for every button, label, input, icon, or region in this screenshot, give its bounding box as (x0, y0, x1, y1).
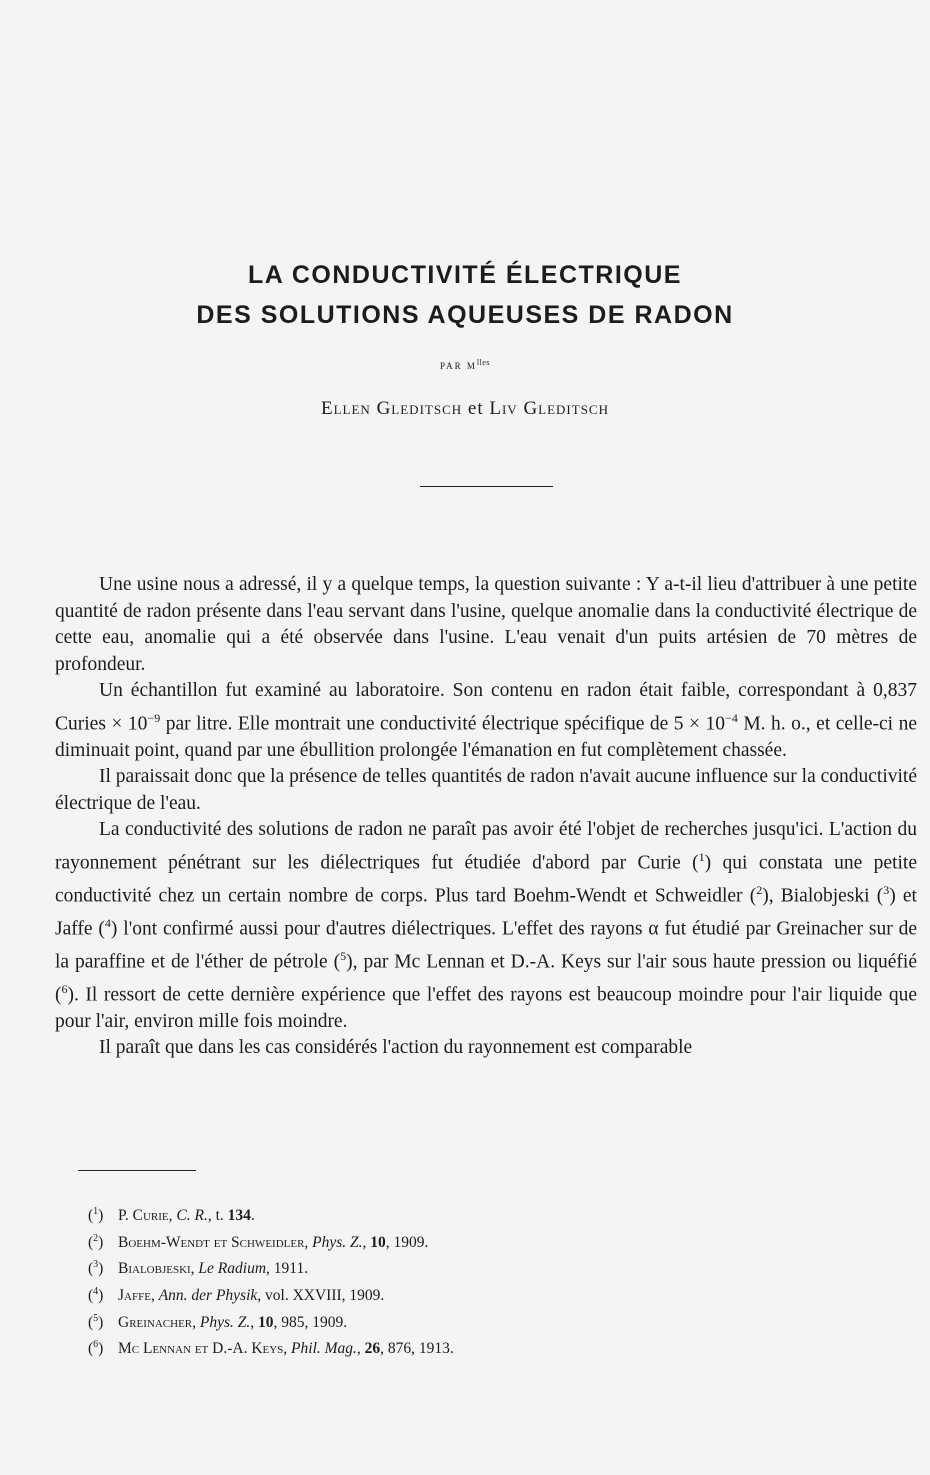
title-line-2: DES SOLUTIONS AQUEUSES DE RADON (196, 301, 734, 329)
byline-sup: lles (476, 358, 491, 367)
paragraph-5: Il paraît que dans les cas considérés l'action du rayonnement est comparable (99, 1037, 693, 1058)
author-1-first: Ellen (321, 398, 371, 419)
footnote-1: ($^1$) P. Curie, C. R., t. 134. (88, 1206, 255, 1225)
footnote-5: ($^5$) Greinacher, Phys. Z., 10, 985, 1909. (88, 1312, 348, 1331)
footnote-sep: , (168, 1207, 177, 1225)
footnote-end: . (250, 1207, 255, 1225)
footnote-3: ($^3$) Bialobjeski, Le Radium, 1911. (88, 1259, 309, 1278)
p2-text-b: par litre. Elle montrait une conductivité électrique spécifique de 5 × 10 (160, 713, 726, 734)
footnote-4: ($^4$) Jaffe, Ann. der Physik, vol. XXVIII, 1909. (88, 1285, 385, 1305)
footnote-mark: 2 (93, 1232, 99, 1244)
p4-text-a: La conductivité des solutions de radon ne paraît pas avoir été l'objet de recherches jusqu'ici. L'action du rayonnement pénétrant sur les diélectriques fut étudiée d'abord par Curie ( (55, 819, 917, 873)
footnote-mark: 1 (93, 1206, 99, 1217)
paragraph-2 (55, 678, 917, 764)
footnote-mark: 4 (93, 1285, 99, 1297)
footnote-mark: 5 (93, 1312, 99, 1324)
footnote-ref-5: 5 (340, 948, 347, 963)
p4-text-f: ), par Mc Lennan et D.-A. Keys sur l'air sous haute pression ou liquéfié ( (55, 951, 917, 1005)
footnote-rest: , (362, 1233, 371, 1251)
footnote-rest: , t. (207, 1207, 228, 1225)
footnote-volume: 134 (227, 1207, 251, 1225)
p2-exponent-2: −4 (725, 710, 738, 725)
footnote-ref-6: 6 (61, 981, 68, 996)
footnote-2: ($^2$) Boehm-Wendt et Schweidler, Phys. Z., 10, 1909. (88, 1232, 429, 1251)
p2-exponent-1: −9 (147, 710, 161, 725)
footnote-volume: 26 (364, 1340, 381, 1358)
p2-text-a: Un échantillon fut examiné au laboratoire. Son contenu en radon était faible, correspondant à 0,837 Curies × 10 (55, 680, 917, 734)
footnote-journal: Phys. Z. (312, 1233, 363, 1251)
paragraph-3: Il paraissait donc que la présence de telles quantités de radon n'avait aucune influence sur la conductivité électrique de l'eau. (55, 766, 917, 814)
paragraph-4 (55, 817, 917, 1035)
footnote-author: P. Curie (118, 1207, 169, 1225)
footnote-journal: C. R. (176, 1207, 208, 1225)
p4-text-d: ) et Jaffe ( (55, 885, 917, 939)
footnote-divider (78, 1170, 196, 1171)
author-2-last: Gleditsch (523, 398, 609, 419)
footnote-ref-3: 3 (883, 882, 890, 897)
author-1-last: Gleditsch (376, 398, 463, 419)
footnote-author: Greinacher (118, 1313, 193, 1331)
footnote-ref-2: 2 (756, 882, 763, 897)
footnote-end: , 876, 1913. (380, 1340, 454, 1358)
footnote-rest: , (250, 1313, 259, 1331)
footnote-mark: 3 (93, 1259, 99, 1271)
footnote-journal: Phys. Z. (199, 1313, 251, 1331)
authors-and: et (467, 398, 484, 419)
footnote-author: Jaffe (118, 1287, 151, 1305)
footnote-rest: , 1911. (266, 1260, 309, 1278)
footnote-journal: Phil. Mag. (291, 1340, 357, 1358)
footnote-author: Boehm-Wendt et Schweidler (118, 1233, 305, 1251)
p2-text-c: M. h. o., et celle-ci ne diminuait point, quand par une ébullition prolongée l'émanation en fut complètement chassée. (55, 713, 918, 761)
footnote-ref-4: 4 (104, 915, 111, 930)
footnote-6: ($^6$) Mc Lennan et D.-A. Keys, Phil. Mag., 26, 876, 1913. (88, 1339, 454, 1358)
p4-text-b: ) qui constata une petite conductivité chez un certain nombre de corps. Plus tard Boehm-Wendt et Schweidler ( (55, 852, 917, 906)
footnote-sep: , (190, 1260, 199, 1278)
footnote-end: , 1909. (385, 1233, 429, 1251)
byline (0, 358, 930, 371)
footnote-sep: , (192, 1313, 200, 1331)
footnote-end: , 985, 1909. (273, 1313, 348, 1331)
p4-text-e: ) l'ont confirmé aussi pour d'autres diélectriques. L'effet des rayons α fut étudié par Greinacher sur de la paraffine et de l'éther de pétrole ( (55, 918, 917, 972)
author-2-first: Liv (489, 398, 518, 419)
footnote-journal: Le Radium (198, 1260, 267, 1278)
authors (0, 398, 930, 420)
p4-text-g: ). Il ressort de cette dernière expérience que l'effet des rayons est beaucoup moindre pour l'air liquide que pour l'air, environ mille fois moindre. (55, 984, 917, 1032)
footnotes (88, 1201, 788, 1361)
title-divider (420, 486, 553, 487)
p4-text-c: ), Bialobjeski ( (762, 885, 884, 906)
article-title (0, 255, 930, 335)
footnote-volume: 10 (370, 1233, 386, 1251)
footnote-sep: , (283, 1340, 292, 1358)
footnote-author: Mc Lennan et D.-A. Keys (118, 1340, 284, 1358)
footnote-sep: , (304, 1233, 313, 1251)
footnote-sep: , (150, 1287, 159, 1305)
title-line-1: LA CONDUCTIVITÉ ÉLECTRIQUE (248, 261, 682, 289)
footnote-volume: 10 (258, 1313, 274, 1331)
footnote-rest: , vol. XXVIII, 1909. (257, 1287, 385, 1305)
footnote-ref-1: 1 (698, 849, 705, 864)
byline-par: PAR M (439, 361, 477, 371)
body-text (55, 572, 917, 1062)
footnote-mark: 6 (93, 1339, 99, 1351)
footnote-author: Bialobjeski (118, 1260, 191, 1278)
footnote-rest: , (356, 1340, 365, 1358)
footnote-journal: Ann. der Physik (158, 1287, 258, 1305)
paragraph-1: Une usine nous a adressé, il y a quelque temps, la question suivante : Y a-t-il lieu d'attribuer à une petite quantité de radon présente dans l'eau servant dans l'usine, quelque anomalie dans la conductivité électrique de cette eau, anomalie qui a été observée dans l'usine. L'eau venait d'un puits artésien de 70 mètres de profondeur. (55, 574, 917, 675)
